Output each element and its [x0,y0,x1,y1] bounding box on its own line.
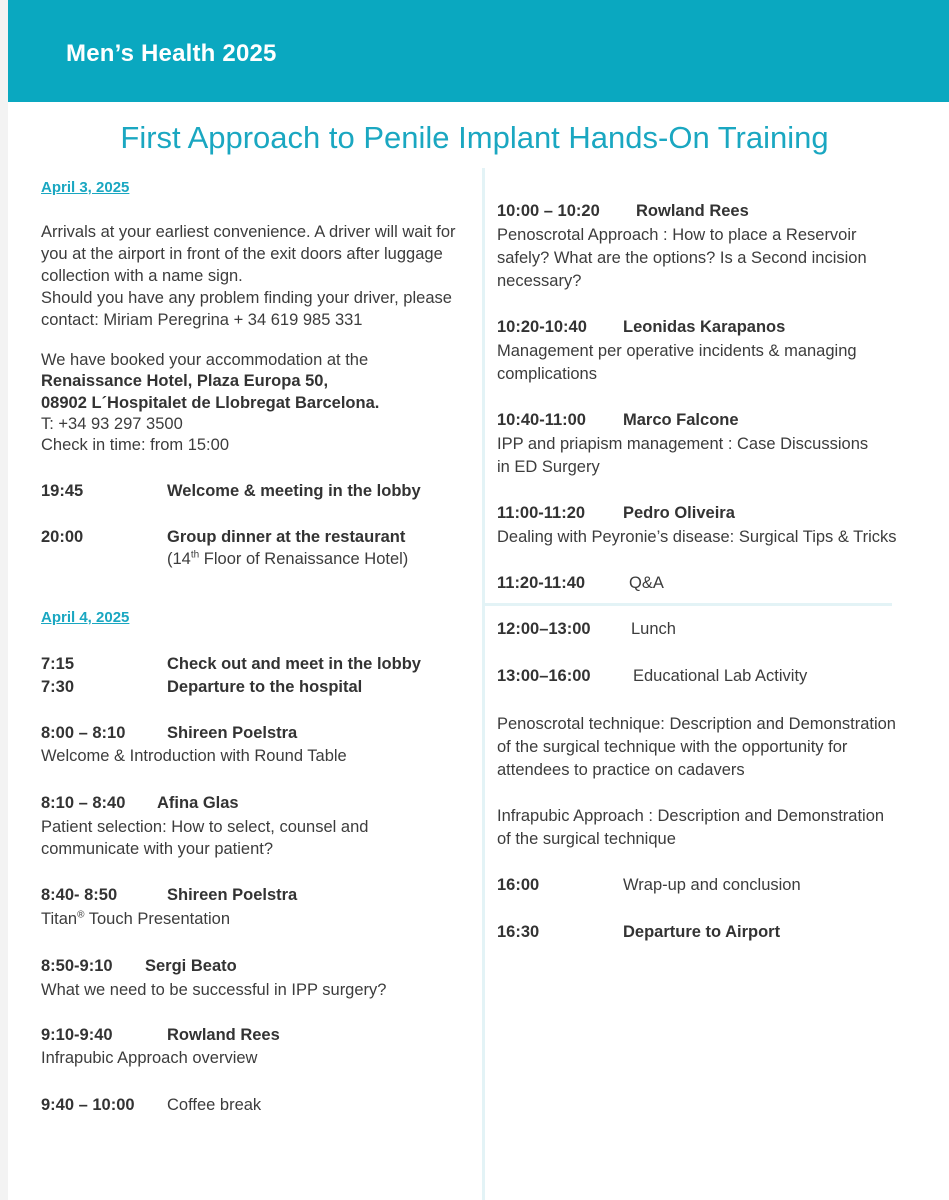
session-desc: necessary? [497,272,582,290]
session-speaker: Sergi Beato [145,957,237,975]
brand-title: Men’s Health 2025 [66,40,277,67]
session-desc: Infrapubic Approach overview [41,1049,258,1067]
accommodation-intro: We have booked your accommodation at the [41,351,369,369]
page-sheet [8,0,949,1200]
session-speaker: Marco Falcone [623,411,739,429]
lab-desc: Penoscrotal technique: Description and Demonstration [497,715,896,733]
section-divider [484,603,892,606]
session-speaker: Rowland Rees [167,1026,280,1044]
welcome-text: Welcome & meeting in the lobby [167,482,421,500]
day2-date[interactable]: April 4, 2025 [41,609,130,626]
session-time: 11:00-11:20 [497,504,586,522]
session-speaker: Pedro Oliveira [623,504,735,522]
hotel-line-2: 08902 L´Hospitalet de Llobregat Barcelona. [41,394,380,412]
session-speaker: Afina Glas [157,794,239,812]
session-desc: Management per operative incidents & managing [497,342,857,360]
arrival-line-4: Should you have any problem finding your driver, please [41,289,452,307]
arrival-line-1: Arrivals at your earliest convenience. A driver will wait for [41,223,456,241]
session-desc: Dealing with Peyronie’s disease: Surgical Tips & Tricks [497,528,897,546]
session-time: 8:10 – 8:40 [41,794,126,812]
session-time: 16:30 [497,923,540,941]
session-desc: in ED Surgery [497,458,600,476]
session-desc: What we need to be successful in IPP surgery? [41,981,387,999]
session-desc: Titan® Touch Presentation [41,909,230,928]
dinner-time: 20:00 [41,528,84,546]
checkin-time: Check in time: from 15:00 [41,436,229,454]
session-desc: complications [497,365,597,383]
checkout-text: Check out and meet in the lobby [167,655,421,673]
session-time: 11:20-11:40 [497,574,586,592]
lab-desc: Infrapubic Approach : Description and Demonstration [497,807,885,825]
session-speaker: Leonidas Karapanos [623,318,786,336]
column-divider [482,168,485,1200]
session-speaker: Shireen Poelstra [167,886,298,904]
session-desc: Lunch [631,620,676,638]
dinner-text: Group dinner at the restaurant [167,528,406,546]
depart-text: Departure to the hospital [167,678,363,696]
session-time: 9:40 – 10:00 [41,1096,135,1114]
session-desc: Patient selection: How to select, counsel and [41,818,369,836]
session-time: 13:00–16:00 [497,667,591,685]
session-time: 9:10-9:40 [41,1026,113,1044]
session-desc: Coffee break [167,1096,262,1114]
session-time: 10:00 – 10:20 [497,202,600,220]
page-title: First Approach to Penile Implant Hands-On Training [120,120,829,155]
session-time: 16:00 [497,876,540,894]
session-desc: IPP and priapism management : Case Discussions [497,435,869,453]
session-speaker: Shireen Poelstra [167,724,298,742]
session-desc: Departure to Airport [623,923,781,941]
lab-desc: of the surgical technique [497,830,676,848]
depart-time: 7:30 [41,678,75,696]
session-time: 8:50-9:10 [41,957,113,975]
session-desc: Wrap-up and conclusion [623,876,801,894]
session-desc: Penoscrotal Approach : How to place a Reservoir [497,226,857,244]
welcome-time: 19:45 [41,482,84,500]
lab-desc: of the surgical technique with the opportunity for [497,738,848,756]
session-time: 10:40-11:00 [497,411,586,429]
session-desc: Q&A [629,574,664,592]
session-time: 12:00–13:00 [497,620,591,638]
checkout-time: 7:15 [41,655,75,673]
session-time: 8:40- 8:50 [41,886,118,904]
arrival-line-3: collection with a name sign. [41,267,243,285]
session-time: 10:20-10:40 [497,318,587,336]
session-desc: Educational Lab Activity [633,667,808,685]
session-speaker: Rowland Rees [636,202,749,220]
session-desc: safely? What are the options? Is a Second incision [497,249,867,267]
hotel-line-1: Renaissance Hotel, Plaza Europa 50, [41,372,329,390]
dinner-note: (14th Floor of Renaissance Hotel) [167,549,409,568]
hotel-phone: T: +34 93 297 3500 [41,415,183,433]
arrival-line-2: you at the airport in front of the exit doors after luggage [41,245,443,263]
lab-desc: attendees to practice on cadavers [497,761,745,779]
day1-date[interactable]: April 3, 2025 [41,179,130,196]
session-desc: communicate with your patient? [41,840,274,858]
session-time: 8:00 – 8:10 [41,724,126,742]
arrival-line-5: contact: Miriam Peregrina + 34 619 985 331 [41,311,363,329]
session-desc: Welcome & Introduction with Round Table [41,747,347,765]
